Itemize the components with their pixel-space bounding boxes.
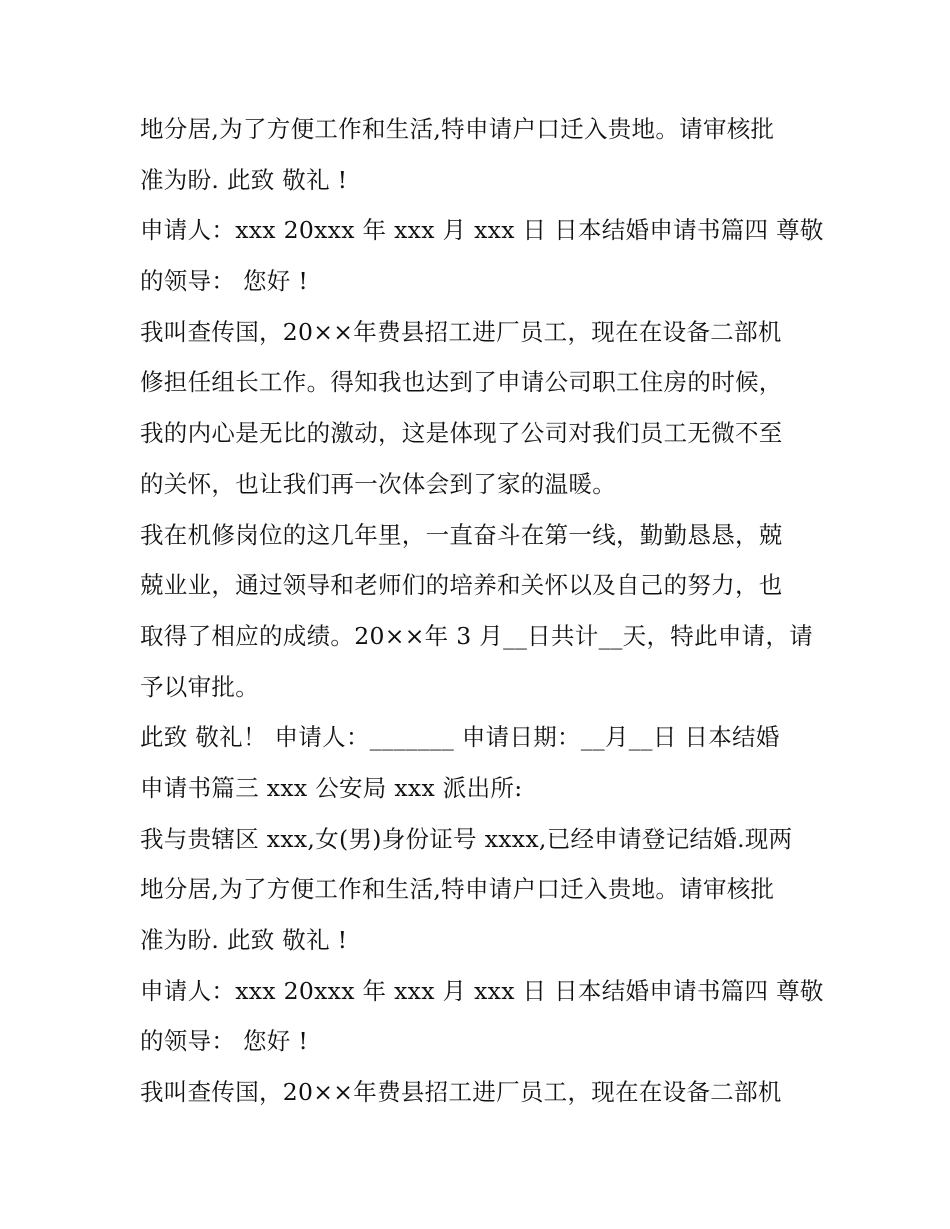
text-line: 申请书篇三 xxx 公安局 xxx 派出所: <box>140 773 523 802</box>
text-line: 准为盼. 此致 敬礼 ! <box>140 165 348 194</box>
text-line: 修担任组长工作。得知我也达到了申请公司职工住房的时候， <box>140 368 783 397</box>
text-line: 地分居,为了方便工作和生活,特申请户口迁入贵地。请审核批 <box>140 875 775 904</box>
document-body <box>140 104 824 1118</box>
text-line: 我叫查传国，20××年费县招工进厂员工，现在在设备二部机 <box>140 1078 782 1107</box>
text-line: 我的内心是无比的激动，这是体现了公司对我们员工无微不至 <box>140 419 783 448</box>
text-line: 兢业业，通过领导和老师们的培养和关怀以及自己的努力，也 <box>140 571 783 600</box>
text-line: 的领导： 您好 ! <box>140 1027 309 1056</box>
text-line: 我叫查传国，20××年费县招工进厂员工，现在在设备二部机 <box>140 317 782 346</box>
text-line: 我在机修岗位的这几年里，一直奋斗在第一线，勤勤恳恳，兢 <box>140 520 783 549</box>
text-line: 准为盼. 此致 敬礼 ! <box>140 926 348 954</box>
text-line: 此致 敬礼！ 申请人：_______ 申请日期：__月__日 日本结婚 <box>140 723 780 752</box>
text-line: 我与贵辖区 xxx,女(男)身份证号 xxxx,已经申请登记结婚.现两 <box>140 824 793 853</box>
text-line: 申请人：xxx 20xxx 年 xxx 月 xxx 日 日本结婚申请书篇四 尊敬 <box>140 976 824 1005</box>
text-line: 的领导： 您好 ! <box>140 267 309 296</box>
text-line: 取得了相应的成绩。20××年 3 月__日共计__天，特此申请，请 <box>140 621 814 650</box>
text-line: 申请人：xxx 20xxx 年 xxx 月 xxx 日 日本结婚申请书篇四 尊敬 <box>140 216 824 245</box>
text-line: 地分居,为了方便工作和生活,特申请户口迁入贵地。请审核批 <box>140 115 775 143</box>
text-line: 予以审批。 <box>140 672 259 701</box>
text-line: 的关怀，也让我们再一次体会到了家的温暖。 <box>140 469 616 498</box>
